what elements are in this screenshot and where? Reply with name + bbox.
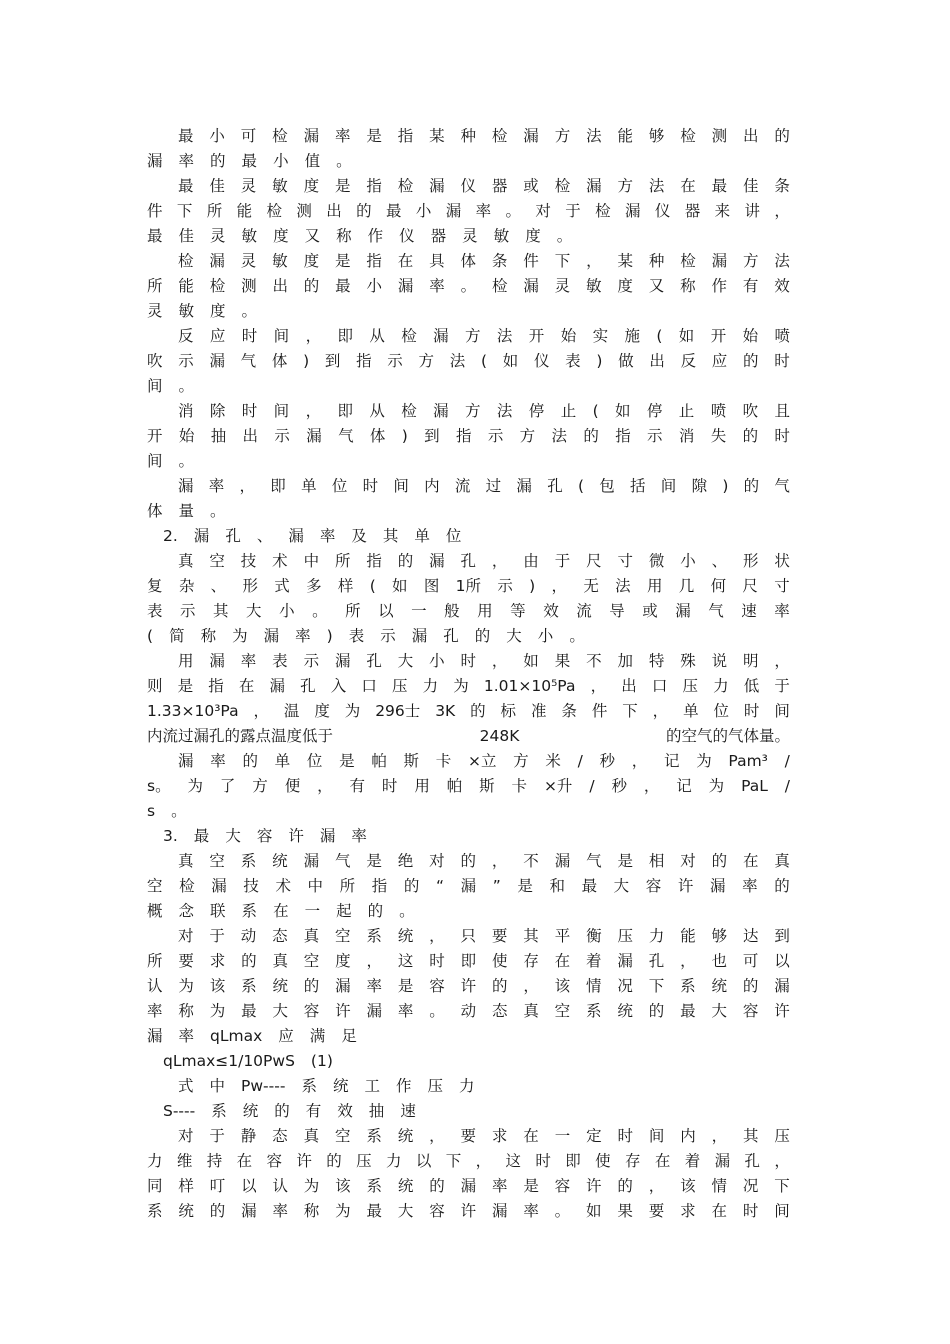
text-line: 所 能 检 测 出 的 最 小 漏 率 。 检 漏 灵 敏 度 又 称 作 有 效: [147, 277, 790, 295]
text-line: 最 佳 灵 敏 度 又 称 作 仪 器 灵 敏 度 。: [147, 227, 573, 245]
text-line: s。 为 了 方 便 ， 有 时 用 帕 斯 卡 ×升 / 秒 ， 记 为 PaL /: [147, 777, 790, 795]
text-line: 间 。: [147, 377, 195, 395]
text-line: 件 下 所 能 检 测 出 的 最 小 漏 率 。 对 于 检 漏 仪 器 来 讲 ，: [147, 202, 790, 220]
text-line: 对 于 静 态 真 空 系 统 ， 要 求 在 一 定 时 间 内 ， 其 压: [178, 1127, 790, 1145]
text-line: 漏 率 的 单 位 是 帕 斯 卡 ×立 方 米 / 秒 ， 记 为 Pam³ /: [178, 752, 790, 770]
text-line: S---- 系 统 的 有 效 抽 速: [163, 1102, 416, 1120]
text-line: 同 样 叮 以 认 为 该 系 统 的 漏 率 是 容 许 的 ， 该 情 况 下: [147, 1177, 790, 1195]
text-line: 检 漏 灵 敏 度 是 指 在 具 体 条 件 下 ， 某 种 检 漏 方 法: [178, 252, 790, 270]
text-line: 体 量 。: [147, 502, 226, 520]
text-line: 吹 示 漏 气 体 ) 到 指 示 方 法 ( 如 仪 表 ) 做 出 反 应 的 时: [147, 352, 790, 370]
text-line: 漏 率 ， 即 单 位 时 间 内 流 过 漏 孔 ( 包 括 间 隙 ) 的 气: [178, 477, 790, 495]
text-line: 真 空 系 统 漏 气 是 绝 对 的 ， 不 漏 气 是 相 对 的 在 真: [178, 852, 790, 870]
text-line: 开 始 抽 出 示 漏 气 体 ) 到 指 示 方 法 的 指 示 消 失 的 时: [147, 427, 790, 445]
text-line: 概 念 联 系 在 一 起 的 。: [147, 902, 415, 920]
text-line: 表 示 其 大 小 。 所 以 一 般 用 等 效 流 导 或 漏 气 速 率: [147, 602, 790, 620]
text-line: 灵 敏 度 。: [147, 302, 258, 320]
text-line: 漏 率 的 最 小 值 。: [147, 152, 352, 170]
text-line: 2. 漏 孔 、 漏 率 及 其 单 位: [163, 527, 462, 545]
text-line: 3. 最 大 容 许 漏 率: [163, 827, 367, 845]
text-line: 则 是 指 在 漏 孔 入 口 压 力 为 1.01×10⁵Pa ， 出 口 压 力 低 于: [147, 677, 790, 695]
text-line: ( 简 称 为 漏 率 ) 表 示 漏 孔 的 大 小 。: [147, 627, 585, 645]
text-line: 对 于 动 态 真 空 系 统 ， 只 要 其 平 衡 压 力 能 够 达 到: [178, 927, 790, 945]
text-line: 真 空 技 术 中 所 指 的 漏 孔 ， 由 于 尺 寸 微 小 、 形 状: [178, 552, 790, 570]
text-line: 漏 率 qLmax 应 满 足: [147, 1027, 357, 1045]
text-line: 式 中 Pw---- 系 统 工 作 压 力: [178, 1077, 475, 1095]
text-line: 系 统 的 漏 率 称 为 最 大 容 许 漏 率 。 如 果 要 求 在 时 间: [147, 1202, 790, 1220]
text-line: 率 称 为 最 大 容 许 漏 率 。 动 态 真 空 系 统 的 最 大 容 许: [147, 1002, 790, 1020]
text-line: 空 检 漏 技 术 中 所 指 的 “ 漏 ” 是 和 最 大 容 许 漏 率 的: [147, 877, 790, 895]
text-line: qLmax≤1/10PwS (1): [163, 1052, 333, 1070]
text-line: 内流过漏孔的露点温度低于 248K 的空气的气体量。: [147, 727, 790, 745]
text-line: 力 维 持 在 容 许 的 压 力 以 下 ， 这 时 即 使 存 在 着 漏 孔 ，: [147, 1152, 790, 1170]
text-line: 所 要 求 的 真 空 度 ， 这 时 即 使 存 在 着 漏 孔 ， 也 可 以: [147, 952, 790, 970]
text-line: 最 佳 灵 敏 度 是 指 检 漏 仪 器 或 检 漏 方 法 在 最 佳 条: [178, 177, 790, 195]
text-line: s 。: [147, 802, 187, 820]
text-line: 复 杂 、 形 式 多 样 ( 如 图 1所 示 ) ， 无 法 用 几 何 尺 寸: [147, 577, 790, 595]
text-line: 消 除 时 间 ， 即 从 检 漏 方 法 停 止 ( 如 停 止 喷 吹 且: [178, 402, 790, 420]
text-line: 最 小 可 检 漏 率 是 指 某 种 检 漏 方 法 能 够 检 测 出 的: [178, 127, 790, 145]
text-line: 反 应 时 间 ， 即 从 检 漏 方 法 开 始 实 施 ( 如 开 始 喷: [178, 327, 790, 345]
text-line: 1.33×10³Pa ， 温 度 为 296士 3K 的 标 准 条 件 下 ， 单 位 时 间: [147, 702, 790, 720]
text-line: 用 漏 率 表 示 漏 孔 大 小 时 ， 如 果 不 加 特 殊 说 明 ，: [178, 652, 790, 670]
text-line: 认 为 该 系 统 的 漏 率 是 容 许 的 ， 该 情 况 下 系 统 的 漏: [147, 977, 790, 995]
text-line: 间 。: [147, 452, 195, 470]
